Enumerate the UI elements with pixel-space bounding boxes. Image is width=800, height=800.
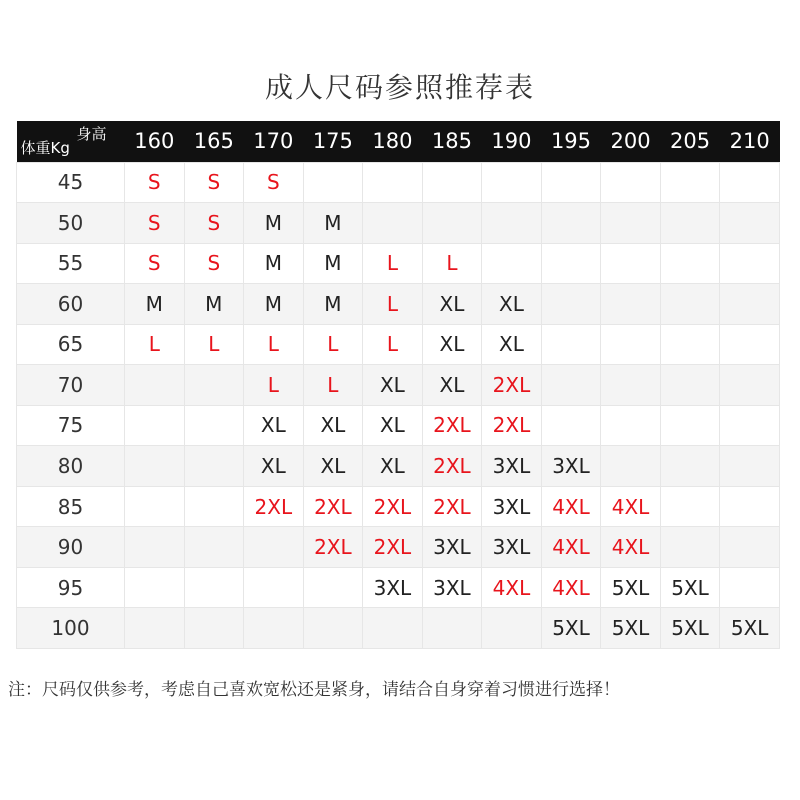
page-title: 成人尺码参照推荐表: [264, 71, 535, 104]
size-cell: 5XL: [601, 608, 661, 649]
table-row: [17, 243, 780, 284]
size-chart-table: [16, 121, 780, 649]
size-cell: L: [244, 324, 304, 365]
height-header-195: 195: [541, 121, 601, 162]
size-cell: 3XL: [482, 486, 542, 527]
size-cell: [125, 446, 185, 487]
weight-cell: 75: [17, 405, 125, 446]
size-cell: [303, 608, 363, 649]
table-row: [17, 203, 780, 244]
size-cell: M: [303, 203, 363, 244]
size-cell: [601, 243, 661, 284]
table-row: [17, 527, 780, 568]
size-cell: [422, 162, 482, 203]
size-cell: [184, 567, 244, 608]
weight-cell: 90: [17, 527, 125, 568]
size-cell: [660, 446, 720, 487]
size-cell: 2XL: [303, 486, 363, 527]
size-cell: 4XL: [601, 527, 661, 568]
weight-cell: 60: [17, 284, 125, 325]
size-cell: M: [244, 203, 304, 244]
table-row: [17, 162, 780, 203]
size-cell: L: [422, 243, 482, 284]
size-cell: [244, 567, 304, 608]
weight-cell: 85: [17, 486, 125, 527]
size-cell: S: [244, 162, 304, 203]
size-cell: 2XL: [363, 486, 423, 527]
size-cell: [422, 608, 482, 649]
size-cell: S: [184, 243, 244, 284]
size-cell: [244, 608, 304, 649]
size-cell: XL: [422, 284, 482, 325]
size-cell: [720, 284, 780, 325]
size-cell: 2XL: [482, 365, 542, 406]
weight-cell: 95: [17, 567, 125, 608]
size-cell: [541, 324, 601, 365]
size-cell: XL: [422, 365, 482, 406]
weight-cell: 45: [17, 162, 125, 203]
size-cell: [660, 162, 720, 203]
size-cell: 5XL: [720, 608, 780, 649]
size-cell: 5XL: [541, 608, 601, 649]
table-row: [17, 608, 780, 649]
size-cell: [720, 567, 780, 608]
size-cell: 2XL: [303, 527, 363, 568]
size-cell: [601, 324, 661, 365]
size-cell: L: [244, 365, 304, 406]
table-row: [17, 284, 780, 325]
size-cell: [601, 203, 661, 244]
size-cell: 5XL: [660, 567, 720, 608]
size-cell: [660, 203, 720, 244]
size-cell: M: [303, 243, 363, 284]
size-cell: [184, 365, 244, 406]
size-cell: [660, 405, 720, 446]
size-cell: S: [184, 203, 244, 244]
size-cell: 2XL: [422, 446, 482, 487]
size-cell: 3XL: [482, 446, 542, 487]
size-cell: [601, 365, 661, 406]
size-cell: [601, 162, 661, 203]
height-header-190: 190: [482, 121, 542, 162]
size-cell: XL: [363, 365, 423, 406]
size-cell: [720, 446, 780, 487]
size-cell: XL: [482, 324, 542, 365]
size-cell: [660, 365, 720, 406]
size-cell: [184, 405, 244, 446]
height-header-200: 200: [601, 121, 661, 162]
size-cell: [720, 405, 780, 446]
size-cell: 3XL: [482, 527, 542, 568]
weight-cell: 50: [17, 203, 125, 244]
size-cell: [541, 243, 601, 284]
size-cell: [303, 162, 363, 203]
size-cell: [482, 162, 542, 203]
size-cell: XL: [303, 405, 363, 446]
size-cell: [660, 324, 720, 365]
size-cell: [482, 243, 542, 284]
size-cell: [184, 446, 244, 487]
size-cell: [125, 527, 185, 568]
size-cell: [363, 162, 423, 203]
size-cell: 4XL: [482, 567, 542, 608]
table-row: [17, 486, 780, 527]
table-body: [17, 162, 780, 649]
size-cell: M: [125, 284, 185, 325]
size-cell: 4XL: [541, 527, 601, 568]
size-cell: [720, 243, 780, 284]
size-cell: [125, 567, 185, 608]
size-cell: [720, 324, 780, 365]
size-cell: XL: [244, 446, 304, 487]
size-cell: 3XL: [541, 446, 601, 487]
table-row: [17, 365, 780, 406]
size-cell: [720, 162, 780, 203]
height-header-175: 175: [303, 121, 363, 162]
size-cell: S: [184, 162, 244, 203]
size-cell: [184, 527, 244, 568]
size-cell: S: [125, 203, 185, 244]
size-cell: [244, 527, 304, 568]
size-cell: M: [303, 284, 363, 325]
size-cell: [541, 203, 601, 244]
size-cell: 2XL: [422, 486, 482, 527]
size-cell: [720, 527, 780, 568]
size-cell: [482, 203, 542, 244]
size-cell: [184, 486, 244, 527]
height-axis-label: 身高: [76, 125, 107, 143]
size-cell: [363, 203, 423, 244]
size-cell: M: [244, 243, 304, 284]
size-cell: [720, 365, 780, 406]
size-cell: [720, 203, 780, 244]
size-cell: [660, 486, 720, 527]
size-cell: [541, 365, 601, 406]
size-cell: [125, 365, 185, 406]
height-header-205: 205: [660, 121, 720, 162]
size-cell: 3XL: [422, 567, 482, 608]
size-cell: 3XL: [422, 527, 482, 568]
size-cell: [303, 567, 363, 608]
size-cell: [720, 486, 780, 527]
size-cell: [541, 405, 601, 446]
size-cell: L: [363, 284, 423, 325]
size-cell: [660, 243, 720, 284]
height-header-210: 210: [720, 121, 780, 162]
size-cell: S: [125, 162, 185, 203]
weight-cell: 100: [17, 608, 125, 649]
height-header-165: 165: [184, 121, 244, 162]
table-row: [17, 405, 780, 446]
height-header-180: 180: [363, 121, 423, 162]
table-row: [17, 567, 780, 608]
height-header-160: 160: [125, 121, 185, 162]
size-cell: [601, 405, 661, 446]
size-cell: [660, 284, 720, 325]
size-cell: [601, 284, 661, 325]
size-cell: 4XL: [541, 567, 601, 608]
footnote: 注：尺码仅供参考，考虑自己喜欢宽松还是紧身，请结合自身穿着习惯进行选择！: [8, 680, 620, 700]
size-cell: [184, 608, 244, 649]
size-cell: L: [363, 243, 423, 284]
size-cell: M: [244, 284, 304, 325]
size-cell: [541, 162, 601, 203]
size-cell: L: [125, 324, 185, 365]
size-cell: M: [184, 284, 244, 325]
size-cell: L: [363, 324, 423, 365]
weight-cell: 65: [17, 324, 125, 365]
size-cell: 5XL: [601, 567, 661, 608]
size-cell: [601, 446, 661, 487]
size-cell: 5XL: [660, 608, 720, 649]
size-cell: 2XL: [363, 527, 423, 568]
size-cell: [660, 527, 720, 568]
size-cell: XL: [482, 284, 542, 325]
size-cell: L: [184, 324, 244, 365]
size-cell: XL: [244, 405, 304, 446]
size-cell: XL: [363, 446, 423, 487]
height-header-170: 170: [244, 121, 304, 162]
height-header-185: 185: [422, 121, 482, 162]
size-cell: 2XL: [244, 486, 304, 527]
corner-header-cell: [17, 121, 125, 162]
size-cell: S: [125, 243, 185, 284]
table-row: [17, 446, 780, 487]
size-cell: XL: [422, 324, 482, 365]
size-cell: L: [303, 324, 363, 365]
weight-cell: 70: [17, 365, 125, 406]
size-cell: XL: [303, 446, 363, 487]
weight-cell: 80: [17, 446, 125, 487]
size-cell: L: [303, 365, 363, 406]
size-cell: [363, 608, 423, 649]
header-row: [17, 121, 780, 162]
table-row: [17, 324, 780, 365]
size-cell: 2XL: [422, 405, 482, 446]
size-cell: [422, 203, 482, 244]
size-cell: [482, 608, 542, 649]
size-cell: [125, 405, 185, 446]
size-cell: [541, 284, 601, 325]
weight-axis-label: 体重Kg: [20, 138, 70, 157]
weight-cell: 55: [17, 243, 125, 284]
size-cell: 4XL: [601, 486, 661, 527]
size-cell: 3XL: [363, 567, 423, 608]
size-cell: [125, 486, 185, 527]
size-cell: 4XL: [541, 486, 601, 527]
size-cell: [125, 608, 185, 649]
size-cell: XL: [363, 405, 423, 446]
size-cell: 2XL: [482, 405, 542, 446]
